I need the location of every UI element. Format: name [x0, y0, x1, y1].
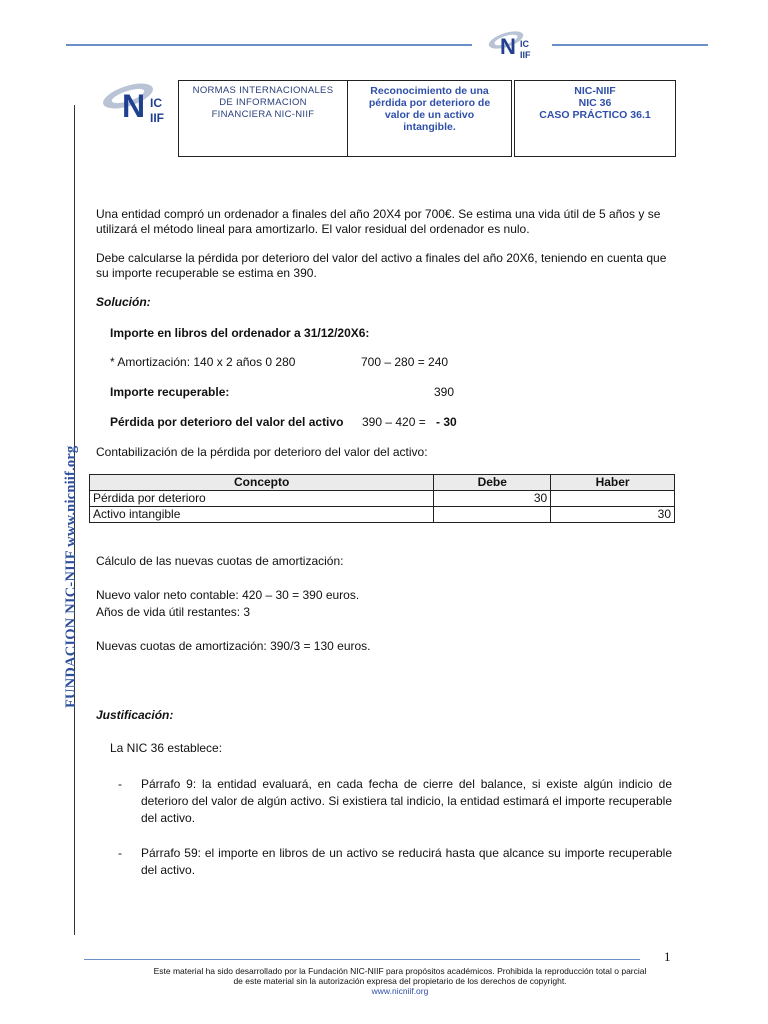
- header-box3-line1: NIC-NIIF: [574, 85, 616, 97]
- table-header-row: [90, 475, 675, 491]
- recuperable-value: 390: [434, 385, 455, 399]
- calculo-heading: Cálculo de las nuevas cuotas de amortización:: [96, 554, 344, 568]
- perdida-result: - 30: [436, 415, 457, 429]
- header-box1-line2: DE INFORMACION: [219, 97, 307, 108]
- header-box-case: [514, 80, 676, 157]
- bullet-parrafo-59: Párrafo 59: el importe en libros de un activo se reducirá hasta que alcance su importe recuperable del activo.: [141, 846, 672, 877]
- importe-libros-heading: Importe en libros del ordenador a 31/12/20X6:: [110, 326, 370, 340]
- header-box1-line3: FINANCIERA NIC-NIIF: [211, 109, 315, 120]
- anos-vida-line: Años de vida útil restantes: 3: [96, 605, 251, 619]
- perdida-calc: 390 – 420 =: [362, 415, 426, 429]
- top-rule-left: [66, 44, 472, 46]
- table-cell-debe: [434, 507, 551, 523]
- nuevas-cuotas-line: Nuevas cuotas de amortización: 390/3 = 130 euros.: [96, 639, 371, 653]
- bullet-parrafo-9: Párrafo 9: la entidad evaluará, en cada fecha de cierre del balance, si existe algún indicio de deterioro del valor de algún activo. Si existiera tal indicio, la entidad estimará el importe recuperable del activo.: [141, 777, 672, 825]
- intro-paragraph-2: Debe calcularse la pérdida por deterioro del valor del activo a finales del año 20X6, teniendo en cuenta que su importe recuperable se estima en 390.: [96, 251, 667, 280]
- bullet-dash-1: -: [118, 777, 122, 791]
- table-header-debe: Debe: [434, 475, 551, 491]
- table-row: [90, 507, 675, 523]
- nic36-line: La NIC 36 establece:: [110, 741, 223, 755]
- header-logo-iif: IIF: [150, 111, 164, 125]
- top-logo: [484, 26, 544, 66]
- recuperable-label: Importe recuperable:: [110, 385, 230, 399]
- footer-link[interactable]: www.nicniif.org: [371, 986, 429, 996]
- header-logo-n: N: [122, 88, 146, 124]
- header-box2-line2: pérdida por deterioro de: [368, 97, 491, 109]
- amortizacion-value: 700 – 280 = 240: [361, 355, 449, 369]
- header-logo: [100, 78, 180, 130]
- table-header-haber: Haber: [551, 475, 675, 491]
- header-box1-line1: NORMAS INTERNACIONALES: [192, 85, 334, 96]
- bullet-dash-2: -: [118, 846, 122, 860]
- table-cell-haber: [551, 491, 675, 507]
- header-box2-line1: Reconocimiento de una: [370, 85, 489, 97]
- header-box2-line3: valor de un activo: [384, 109, 475, 121]
- accounting-table: [89, 474, 675, 523]
- table-cell-concepto: Pérdida por deterioro: [90, 491, 434, 507]
- perdida-label: Pérdida por deterioro del valor del activo: [110, 415, 344, 429]
- footer-text: [60, 966, 740, 996]
- table-cell-haber: 30: [551, 507, 675, 523]
- footer-line1: Este material ha sido desarrollado por la Fundación NIC-NIIF para propósitos académicos. Prohibida la reproducción total o parcial: [153, 966, 647, 976]
- logo-ic: IC: [520, 39, 529, 49]
- justificacion-heading: Justificación:: [96, 708, 174, 722]
- table-cell-concepto: Activo intangible: [90, 507, 434, 523]
- header-logo-ic: IC: [150, 96, 162, 110]
- header-box-standards: [178, 80, 348, 157]
- logo-iif: IIF: [520, 50, 531, 60]
- page-number: 1: [664, 949, 671, 964]
- footer-line2: de este material sin la autorización expresa del propietario de los derechos de copyright.: [233, 976, 567, 986]
- contabilizacion-text: Contabilización de la pérdida por deterioro del valor del activo:: [96, 445, 428, 459]
- table-cell-debe: 30: [434, 491, 551, 507]
- nuevo-valor-line: Nuevo valor neto contable: 420 – 30 = 390 euros.: [96, 588, 360, 602]
- header-box-topic: [347, 80, 512, 157]
- table-row: [90, 491, 675, 507]
- header-box2-line4: intangible.: [403, 121, 456, 133]
- intro-paragraph-1: Una entidad compró un ordenador a finales del año 20X4 por 700€. Se estima una vida útil de 5 años y se utilizará el método lineal para amortizarlo. El valor residual del ordenador es nulo.: [96, 207, 661, 236]
- top-rule-right: [552, 44, 708, 46]
- table-header-concepto: Concepto: [90, 475, 434, 491]
- footer-rule: [84, 959, 640, 960]
- header-box3-line3: CASO PRÁCTICO 36.1: [539, 109, 651, 121]
- side-foundation-text: FUNDACION NIC-NIIF www.nicniif.org: [63, 445, 79, 708]
- logo-n: N: [500, 34, 516, 59]
- amortizacion-label: * Amortización: 140 x 2 años 0 280: [110, 355, 296, 369]
- header-box3-line2: NIC 36: [578, 97, 612, 109]
- solucion-heading: Solución:: [96, 295, 151, 309]
